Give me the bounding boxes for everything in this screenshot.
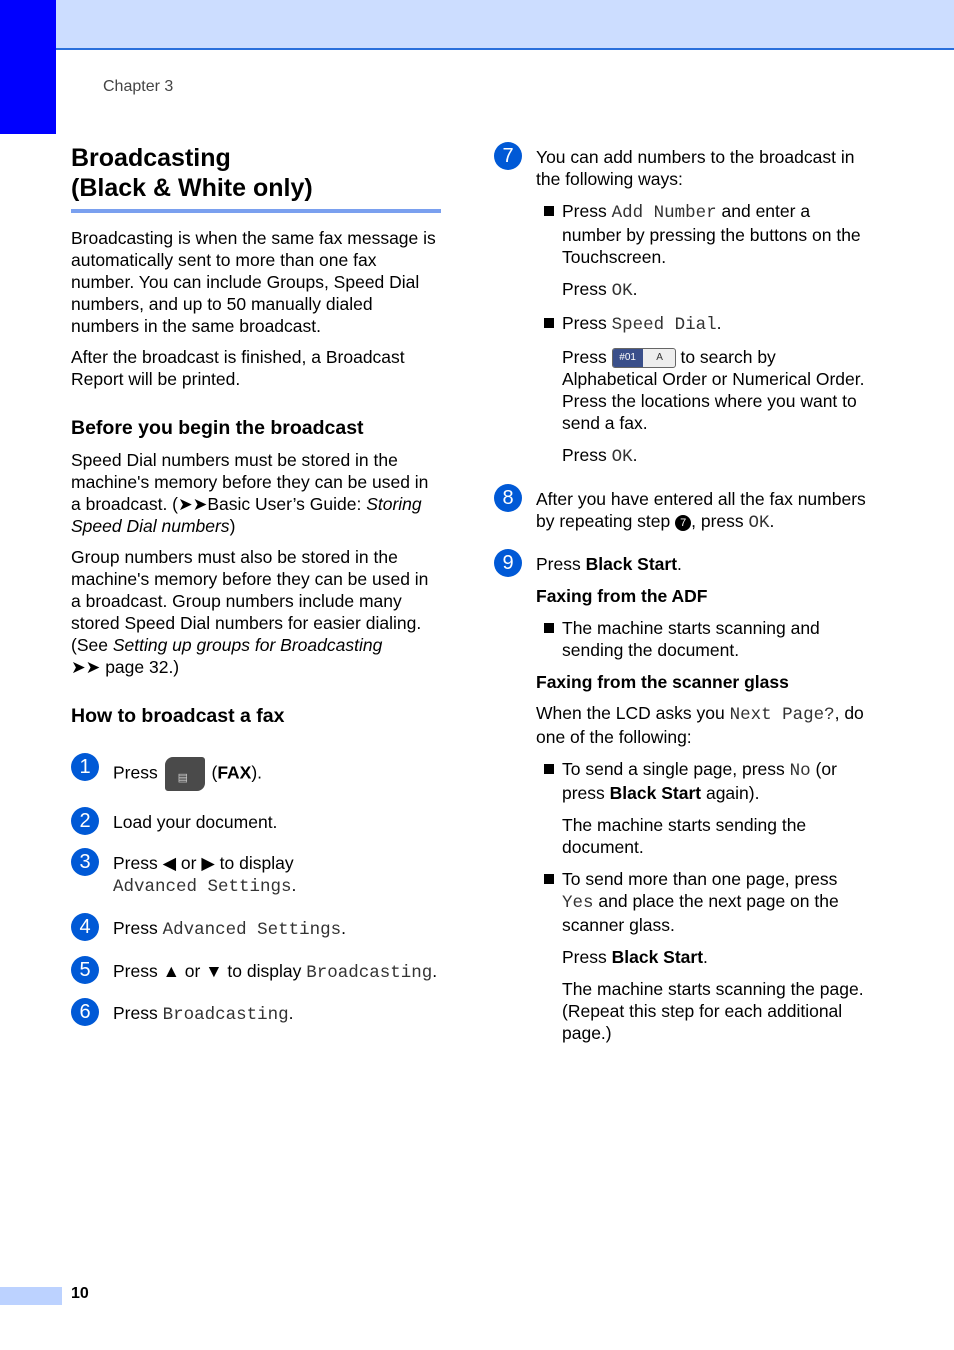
chapter-label: Chapter 3 xyxy=(103,78,174,95)
step-number: 2 xyxy=(71,807,99,835)
page-title: Broadcasting (Black & White only) xyxy=(71,143,441,213)
howto-heading: How to broadcast a fax xyxy=(71,705,285,727)
arrow-icon: ➤➤ xyxy=(178,494,208,514)
step-number: 8 xyxy=(494,484,522,512)
before-paragraph-2: Group numbers must also be stored in the machine's memory before they can be used in a broadcast. Group numbers include many stored Speed Dial numbers for easier dialing. (See Setting up groups for Broadcasting ➤➤ page 32.) xyxy=(71,547,429,677)
arrow-icon: ➤➤ xyxy=(71,657,101,677)
bullet-multiple-pages: To send more than one page, press Yes and place the next page on the scanner glass. xyxy=(536,868,869,936)
step-reference-icon: 7 xyxy=(675,515,691,531)
step-number: 5 xyxy=(71,956,99,984)
fax-button-icon: ▤ xyxy=(165,757,205,791)
intro-paragraph-1: Broadcasting is when the same fax message is automatically sent to more than one fax number. You can include Groups, Speed Dial numbers, and up to 50 manually dialed numbers in the same broadcast. xyxy=(71,228,436,336)
step-9: 9 Press Black Start. Faxing from the ADF The machine starts scanning and sending the document. Faxing from the scanner glass When the LCD asks you Next Page?, do one of the following: To send a single page, press No (or press Black Start again). The machine starts sending the document. To send more than one page, press Yes and place the next page on the scanner glass. Press Black Start. The machine starts scanning the page. (Repeat this step for each additional page.) xyxy=(494,553,869,1044)
footer-bar xyxy=(0,1287,62,1305)
bullet-single-page: To send a single page, press No (or press Black Start again). xyxy=(536,758,869,804)
header-bar xyxy=(0,0,954,50)
chapter-tab xyxy=(0,0,56,134)
bullet-add-number: Press Add Number and enter a number by pressing the buttons on the Touchscreen. xyxy=(536,200,869,268)
step-5: 5 Press ▲ or ▼ to display Broadcasting. xyxy=(71,960,441,984)
glass-heading: Faxing from the scanner glass xyxy=(536,672,789,693)
before-paragraph-1: Speed Dial numbers must be stored in the machine's memory before they can be used in a broadcast. (➤➤Basic User’s Guide: Storing Speed Dial numbers) xyxy=(71,450,429,536)
bullet-speed-dial: Press Speed Dial. xyxy=(536,312,869,336)
left-column xyxy=(71,143,441,1026)
step-8: 8 After you have entered all the fax numbers by repeating step 7 , press OK. xyxy=(494,488,869,534)
before-heading: Before you begin the broadcast xyxy=(71,417,364,439)
step-2: 2 Load your document. xyxy=(71,811,441,833)
right-column xyxy=(494,143,869,1044)
step-6: 6 Press Broadcasting. xyxy=(71,1002,441,1026)
step-4: 4 Press Advanced Settings. xyxy=(71,917,441,941)
adf-heading: Faxing from the ADF xyxy=(536,586,708,607)
step-number: 3 xyxy=(71,848,99,876)
step-1: 1 Press ▤ (FAX). xyxy=(71,757,441,791)
step-number: 9 xyxy=(494,549,522,577)
bullet-adf: The machine starts scanning and sending the document. xyxy=(536,617,869,661)
search-button-icon: #01 A xyxy=(612,348,676,368)
step-number: 6 xyxy=(71,998,99,1026)
step-number: 7 xyxy=(494,142,522,170)
step-number: 4 xyxy=(71,913,99,941)
step-3: 3 Press ◀ or ▶ to display Advanced Settings. xyxy=(71,852,441,898)
step-7: 7 You can add numbers to the broadcast in the following ways: Press Add Number and enter a number by pressing the buttons on the Touchscreen. Press OK. Press Speed Dial. Press #01 A to search by Alphabetical Order or Numerical Order. Press the locations where you want to send a fax. Press OK. xyxy=(494,146,869,468)
intro-paragraph-2: After the broadcast is finished, a Broadcast Report will be printed. xyxy=(71,347,405,389)
page-number: 10 xyxy=(71,1285,89,1302)
step-number: 1 xyxy=(71,753,99,781)
